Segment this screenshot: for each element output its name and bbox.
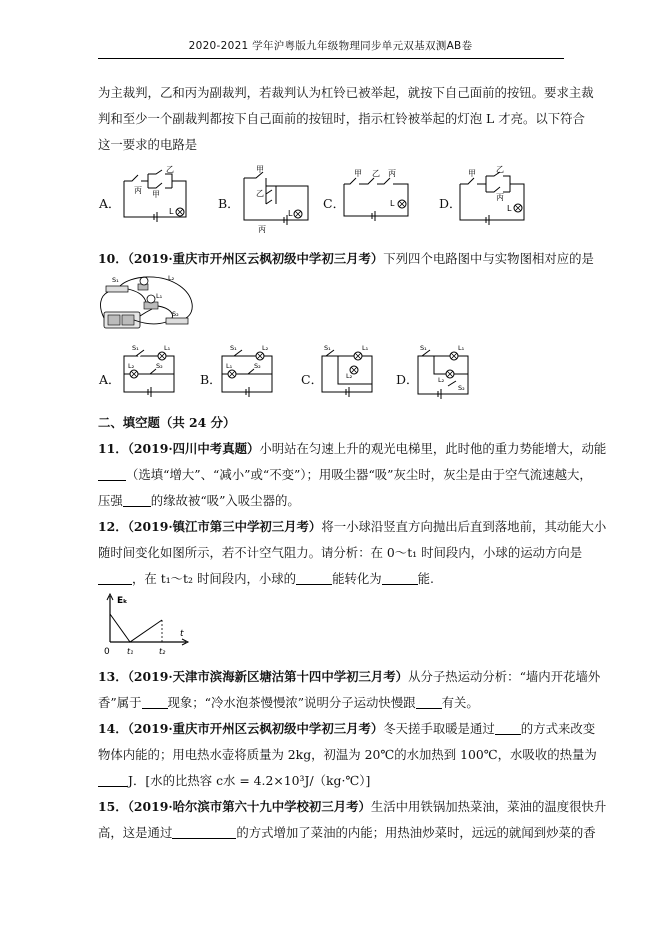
q12-text-3b: 能转化为 xyxy=(332,571,382,586)
q10-option-d[interactable]: D． xyxy=(396,372,419,387)
q15-text-2b: 的方式增加了菜油的内能；用热油炒菜时，远远的就闻到炒菜的香 xyxy=(236,825,596,840)
q10-circuit-c xyxy=(318,346,378,398)
q12-graph-t2: t₂ xyxy=(159,647,166,656)
q9-line-1: 为主裁判，乙和丙为副裁判，若裁判认为杠铃已被举起，就按下自己面前的按钮。要求主裁 xyxy=(98,85,594,100)
q12-source: （2019·镇江市第三中学初三月考） xyxy=(127,519,322,534)
q9a-label-lamp: L xyxy=(169,207,174,216)
q10c-label-l1: L₁ xyxy=(362,344,369,352)
q9-circuit-d xyxy=(456,165,536,226)
q12-blank-3[interactable] xyxy=(382,570,418,585)
q10-physical-circuit xyxy=(100,272,200,334)
q13-blank-2[interactable] xyxy=(416,694,442,709)
q10-number: 10． xyxy=(98,251,128,266)
q14-text-1a: 冬天搓手取暖是通过 xyxy=(383,721,495,736)
q12-graph-origin: 0 xyxy=(104,647,110,657)
q10-option-b[interactable]: B． xyxy=(200,372,222,387)
q11-blank-1[interactable] xyxy=(98,466,126,481)
q10d-label-l2: L₂ xyxy=(438,376,445,384)
q9d-label-yi: 乙 xyxy=(496,165,504,174)
q14-blank-1[interactable] xyxy=(495,720,521,735)
q12-line-3 xyxy=(98,566,568,591)
q11-number: 11． xyxy=(98,441,128,456)
page-header: 2020-2021 学年沪粤版九年级物理同步单元双基双测AB卷 xyxy=(188,40,473,52)
q9c-label-yi: 乙 xyxy=(372,169,380,178)
q15-blank-1[interactable] xyxy=(172,824,236,839)
q10b-label-s2: S₂ xyxy=(254,362,261,370)
q9a-label-bing: 丙 xyxy=(134,186,142,195)
q9b-label-lamp: L xyxy=(288,209,293,218)
q11-text-3b: 的缘故被“吸”入吸尘器的。 xyxy=(150,493,300,508)
q13-line-1 xyxy=(98,664,601,689)
section-2-title: 二、填空题（共 24 分） xyxy=(98,415,236,430)
q14-blank-2[interactable] xyxy=(98,772,128,787)
q10-option-c[interactable]: C． xyxy=(301,372,324,387)
q10-circuit-a xyxy=(120,346,180,398)
q9d-label-lamp: L xyxy=(507,204,512,213)
q10-line-1 xyxy=(98,246,594,271)
q9b-label-bing: 丙 xyxy=(258,225,266,234)
q9-circuit-a xyxy=(118,166,198,226)
q10d-label-s1: S₁ xyxy=(420,344,427,352)
q10a-label-l1: L₁ xyxy=(164,344,171,352)
q10d-label-s2: S₂ xyxy=(458,384,465,392)
header-divider xyxy=(98,58,564,59)
q9-option-c[interactable]: C． xyxy=(323,196,346,211)
q14-line-1 xyxy=(98,716,596,741)
q11-text-3a: 压强 xyxy=(98,493,123,508)
q9-circuit-b xyxy=(236,166,316,234)
q12-line-1 xyxy=(98,514,607,539)
q9-option-b[interactable]: B． xyxy=(218,196,240,211)
q12-text-3c: 能. xyxy=(417,571,434,586)
q13-source: （2019·天津市滨海新区塘沽第十四中学初三月考） xyxy=(127,669,409,684)
q15-stem: 生活中用铁锅加热菜油，菜油的温度很快升 xyxy=(370,799,607,814)
q13-text-2c: 有关。 xyxy=(441,695,479,710)
q9-line-3: 这一要求的电路是 xyxy=(98,137,198,152)
q12-ek-graph xyxy=(100,592,200,656)
q9b-label-yi: 乙 xyxy=(256,189,264,198)
q11-source: （2019·四川中考真题） xyxy=(127,441,260,456)
q10-source: （2019·重庆市开州区云枫初级中学初三月考） xyxy=(127,251,384,266)
q13-number: 13． xyxy=(98,669,128,684)
q12-graph-ylabel: Eₖ xyxy=(117,596,128,606)
q13-blank-1[interactable] xyxy=(142,694,168,709)
q12-text-3a: ，在 t₁～t₂ 时间段内，小球的 xyxy=(132,571,297,586)
q10-circuit-b xyxy=(218,346,278,398)
q12-number: 12． xyxy=(98,519,128,534)
q10-option-a[interactable]: A． xyxy=(99,372,121,387)
q10a-label-s2: S₂ xyxy=(156,362,163,370)
q9-option-a[interactable]: A． xyxy=(99,196,121,211)
q12-line-2: 随时间变化如图所示，若不计空气阻力。请分析：在 0～t₁ 时间段内，小球的运动方向是 xyxy=(98,545,583,560)
q10c-label-l2: L₂ xyxy=(346,372,353,380)
q14-source: （2019·重庆市开州区云枫初级中学初三月考） xyxy=(127,721,384,736)
q15-text-2a: 高，这是通过 xyxy=(98,825,173,840)
q14-text-3a: J．[水的比热容 c水 = 4.2×10³J/（kg·℃）] xyxy=(128,773,371,788)
q9c-label-lamp: L xyxy=(390,199,395,208)
q9d-label-jia: 甲 xyxy=(468,169,476,178)
q10b-label-l1: L₁ xyxy=(226,362,233,370)
q10-circuit-d xyxy=(414,346,474,400)
q10-phys-label-l2: L₂ xyxy=(168,274,175,282)
q10b-label-s1: S₁ xyxy=(230,344,237,352)
q15-line-1 xyxy=(98,794,607,819)
q10-phys-label-s2: S₂ xyxy=(172,310,179,318)
q11-line-1 xyxy=(98,436,607,461)
q12-graph-t1: t₁ xyxy=(127,647,134,656)
q10-phys-label-s1: S₁ xyxy=(112,276,119,284)
q13-text-2b: 现象；“冷水泡茶慢慢浓”说明分子运动快慢跟 xyxy=(167,695,416,710)
q9-line-2: 判和至少一个副裁判都按下自己面前的按钮时，指示杠铃被举起的灯泡 L 才亮。以下符合 xyxy=(98,111,585,126)
q12-blank-1[interactable] xyxy=(98,570,132,585)
q13-line-2 xyxy=(98,690,568,715)
q12-graph-xlabel: t xyxy=(180,629,184,639)
q12-blank-2[interactable] xyxy=(296,570,332,585)
q11-line-2 xyxy=(98,462,592,487)
q14-line-2: 物体内能的；用电热水壶将质量为 2kg，初温为 20℃的水加热到 100℃，水吸收的热量为 xyxy=(98,747,597,762)
q10-stem: 下列四个电路图中与实物图相对应的是 xyxy=(383,251,594,266)
q9b-label-jia: 甲 xyxy=(256,165,264,174)
q15-source: （2019·哈尔滨市第六十九中学校初三月考） xyxy=(127,799,371,814)
q10a-label-l2: L₂ xyxy=(128,362,135,370)
q12-stem: 将一小球沿竖直方向抛出后直到落地前，其动能大小 xyxy=(321,519,607,534)
q11-text-2: （选填“增大”、“减小”或“不变”）；用吸尘器“吸”灰尘时，灰尘是由于空气流速越大， xyxy=(126,467,592,482)
q13-stem: 从分子热运动分析：“墙内开花墙外 xyxy=(408,669,601,684)
q9c-label-jia: 甲 xyxy=(354,169,362,178)
q10a-label-s1: S₁ xyxy=(132,344,139,352)
q14-text-1b: 的方式来改变 xyxy=(520,721,596,736)
q9-option-d[interactable]: D． xyxy=(439,196,462,211)
q15-number: 15． xyxy=(98,799,128,814)
q10c-label-s1: S₁ xyxy=(324,344,331,352)
q11-stem: 小明站在匀速上升的观光电梯里，此时他的重力势能增大，动能 xyxy=(259,441,607,456)
q9-circuit-c xyxy=(340,170,420,222)
q15-line-2 xyxy=(98,820,596,845)
q14-line-3 xyxy=(98,768,568,793)
q11-blank-2[interactable] xyxy=(123,492,151,507)
q9a-label-jia: 甲 xyxy=(152,190,160,199)
q10-phys-label-l1: L₁ xyxy=(156,292,163,300)
q10b-label-l2: L₂ xyxy=(262,344,269,352)
q13-text-2a: 香”属于 xyxy=(98,695,142,710)
q9a-label-yi: 乙 xyxy=(166,165,174,174)
q9d-label-bing: 丙 xyxy=(496,193,504,202)
q9c-label-bing: 丙 xyxy=(388,169,396,178)
q11-line-3 xyxy=(98,488,568,513)
q10d-label-l1: L₁ xyxy=(458,344,465,352)
q14-number: 14． xyxy=(98,721,128,736)
